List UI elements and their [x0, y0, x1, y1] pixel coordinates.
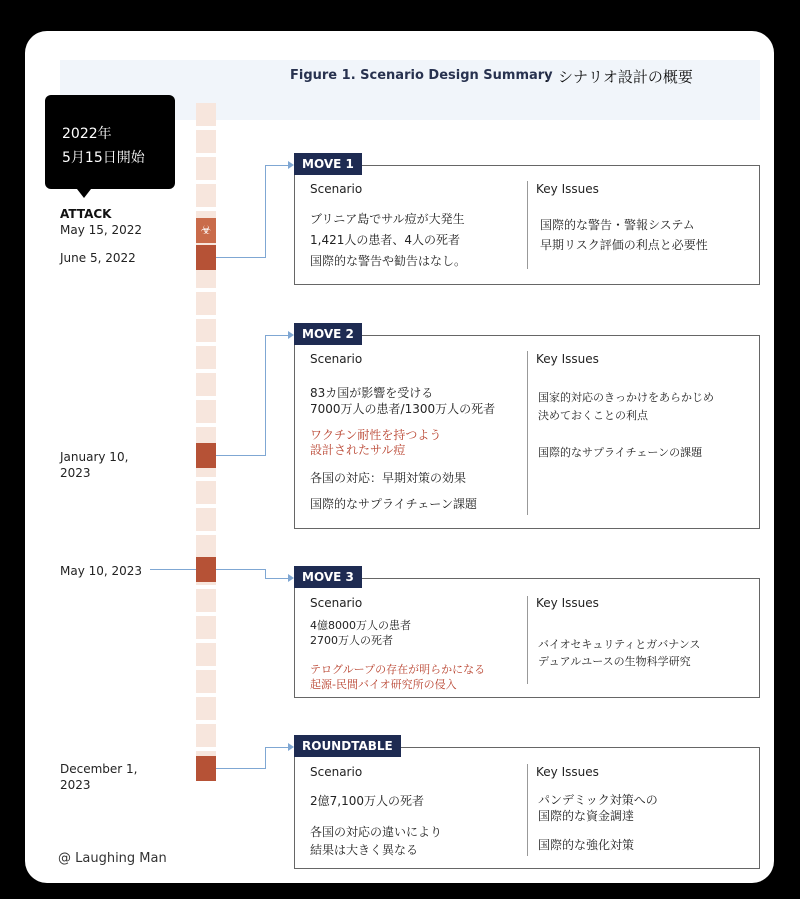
move1-scenario-line: ブリニア島でサル痘が大発生: [310, 212, 465, 226]
move2-scenario-header: Scenario: [310, 352, 363, 366]
timeline-marker-dec-2023: [196, 756, 216, 781]
move2-issue-line: 国家的対応のきっかけをあらかじめ: [538, 391, 714, 404]
move1-label: MOVE 1: [294, 153, 362, 175]
date-jan-10-2023-line1: January 10,: [60, 450, 129, 464]
figure-subtitle: ：シナリオ設計の概要: [543, 68, 693, 86]
move2-scenario-line: 国際的なサプライチェーン課題: [310, 497, 478, 511]
connector-move3-h: [216, 569, 266, 570]
date-dec-1-2023-line1: December 1,: [60, 762, 138, 776]
move3-scenario-header: Scenario: [310, 596, 363, 610]
callout-date: 5月15日開始: [62, 150, 145, 166]
move1-issue-line: 国際的な警告・警報システム: [540, 218, 695, 232]
move2-issue-line: 国際的なサプライチェーンの課題: [538, 446, 703, 459]
date-may-10-2023: May 10, 2023: [60, 564, 143, 578]
roundtable-issue-line: パンデミック対策への: [538, 793, 658, 807]
connector-roundtable-top: [265, 747, 289, 748]
roundtable-divider: [527, 764, 528, 856]
figure-title: Figure 1. Scenario Design Summary: [290, 68, 553, 83]
connector-move3-top: [265, 578, 289, 579]
start-callout: [45, 95, 175, 189]
move2-issues-header: Key Issues: [536, 352, 599, 366]
connector-move2-top: [265, 335, 289, 336]
roundtable-scenario-header: Scenario: [310, 765, 363, 779]
move1-issues-header: Key Issues: [536, 182, 599, 196]
move2-divider: [527, 351, 528, 515]
attack-label: ATTACK: [60, 207, 112, 221]
move1-scenario-line: 国際的な警告や勧告はなし。: [310, 254, 467, 268]
move2-label: MOVE 2: [294, 323, 362, 345]
move1-issue-line: 早期リスク評価の利点と必要性: [540, 238, 708, 252]
roundtable-issue-line: 国際的な強化対策: [538, 838, 635, 852]
move2-highlight-line: 設計されたサル痘: [310, 443, 406, 457]
date-may-15-2022: May 15, 2022: [60, 223, 143, 237]
date-jan-10-2023-line2: 2023: [60, 466, 91, 480]
connector-move2-h: [216, 455, 266, 456]
move2-scenario-line: 83カ国が影響を受ける: [310, 386, 434, 400]
move2-scenario-line: 各国の対応：早期対策の効果: [310, 471, 467, 485]
summary-card: [25, 31, 774, 883]
timeline-marker-jan-2023: [196, 443, 216, 468]
roundtable-issues-header: Key Issues: [536, 765, 599, 779]
move3-issue-line: バイオセキュリティとガバナンス: [538, 638, 701, 651]
roundtable-label: ROUNDTABLE: [294, 735, 401, 757]
roundtable-issue-line: 国際的な資金調達: [538, 809, 635, 823]
move3-issues-header: Key Issues: [536, 596, 599, 610]
move3-highlight-line: テログループの存在が明らかになる: [310, 663, 486, 676]
date-dec-1-2023-line2: 2023: [60, 778, 91, 792]
move2-issue-line: 決めておくことの利点: [538, 409, 648, 422]
move2-highlight-line: ワクチン耐性を持つよう: [310, 428, 442, 442]
callout-year: 2022年: [62, 126, 112, 142]
roundtable-scenario-line: 2億7,100万人の死者: [310, 794, 424, 808]
date-june-5-2022: June 5, 2022: [60, 251, 136, 265]
move3-scenario-line: 4億8000万人の患者: [310, 619, 411, 632]
move2-scenario-line: 7000万人の患者/1300万人の死者: [310, 402, 496, 416]
connector-move1-top: [265, 165, 289, 166]
connector-move3-date: [150, 569, 196, 570]
move3-label: MOVE 3: [294, 566, 362, 588]
connector-move1-h: [216, 257, 266, 258]
move3-issue-line: デュアルユースの生物科学研究: [538, 655, 691, 668]
move3-highlight-line: 起源-民間バイオ研究所の侵入: [310, 678, 457, 691]
connector-roundtable-v: [265, 747, 266, 768]
roundtable-scenario-line: 結果は大きく異なる: [310, 843, 419, 857]
roundtable-scenario-line: 各国の対応の違いにより: [310, 825, 443, 839]
callout-pointer: [77, 189, 91, 198]
biohazard-icon: ☣: [196, 218, 216, 243]
credit-text: @ Laughing Man: [58, 851, 167, 866]
connector-roundtable-h: [216, 768, 266, 769]
timeline-track: [196, 103, 216, 781]
move3-scenario-line: 2700万人の死者: [310, 634, 393, 647]
move1-scenario-header: Scenario: [310, 182, 363, 196]
timeline-marker-june-2022: [196, 245, 216, 270]
move1-scenario-line: 1,421人の患者、4人の死者: [310, 233, 460, 247]
timeline-marker-may-2023: [196, 557, 216, 582]
connector-move1-v: [265, 165, 266, 257]
move1-divider: [527, 181, 528, 269]
connector-move2-v: [265, 335, 266, 455]
move3-divider: [527, 596, 528, 684]
